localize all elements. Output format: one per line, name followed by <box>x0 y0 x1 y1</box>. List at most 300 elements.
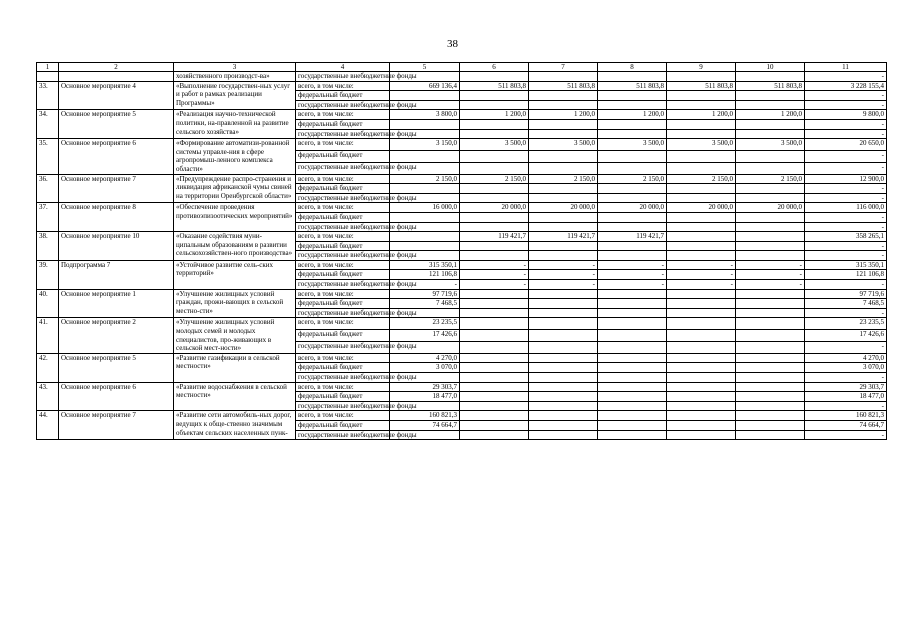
amount-cell: 4 270,0 <box>390 353 460 363</box>
table-row <box>37 110 887 120</box>
amount-cell: 119 421,7 <box>529 232 598 242</box>
funding-source-cell: всего, в том числе: <box>296 110 390 120</box>
event-name-cell: Основное мероприятие 5 <box>59 353 174 382</box>
amount-cell <box>736 342 805 354</box>
event-description-cell: «Выполнение государствен-ных услуг и работ в рамках реализации Программы» <box>174 81 296 110</box>
event-name-cell: Основное мероприятие 10 <box>59 232 174 261</box>
funding-source-cell: государственные внебюджетные фонды <box>296 308 390 318</box>
amount-cell <box>460 150 529 162</box>
amount-cell: 116 000,0 <box>805 203 887 213</box>
amount-cell: 511 803,8 <box>736 81 805 91</box>
funding-source-cell: федеральный бюджет <box>296 212 390 222</box>
amount-cell: 20 000,0 <box>736 203 805 213</box>
event-description-cell: «Предупреждение распро-странения и ликвидация африканской чумы свиней на территории Оренбургской области» <box>174 174 296 203</box>
amount-cell <box>460 91 529 101</box>
amount-cell <box>529 411 598 421</box>
amount-cell: 2 150,0 <box>390 174 460 184</box>
funding-source-cell: всего, в том числе: <box>296 232 390 242</box>
amount-cell: - <box>805 119 887 129</box>
column-header: 8 <box>598 63 667 72</box>
amount-cell <box>529 401 598 411</box>
column-header: 7 <box>529 63 598 72</box>
amount-cell <box>667 411 736 421</box>
amount-cell: 3 500,0 <box>460 139 529 151</box>
amount-cell: 511 803,8 <box>529 81 598 91</box>
amount-cell <box>736 150 805 162</box>
amount-cell <box>460 184 529 194</box>
amount-cell <box>736 232 805 242</box>
amount-cell <box>460 72 529 82</box>
amount-cell <box>667 119 736 129</box>
amount-cell <box>598 193 667 203</box>
amount-cell <box>598 72 667 82</box>
funding-source-cell: федеральный бюджет <box>296 299 390 309</box>
amount-cell: 3 500,0 <box>667 139 736 151</box>
amount-cell <box>667 162 736 174</box>
amount-cell: - <box>805 100 887 110</box>
amount-cell <box>667 363 736 373</box>
funding-source-cell: государственные внебюджетные фонды <box>296 162 390 174</box>
amount-cell: - <box>805 241 887 251</box>
amount-cell <box>460 289 529 299</box>
table-row <box>37 81 887 91</box>
amount-cell <box>529 91 598 101</box>
amount-cell: - <box>805 430 887 440</box>
amount-cell: 23 235,5 <box>805 318 887 330</box>
funding-source-cell: всего, в том числе: <box>296 174 390 184</box>
amount-cell <box>736 251 805 261</box>
amount-cell <box>667 100 736 110</box>
amount-cell <box>460 318 529 330</box>
amount-cell: 23 235,5 <box>390 318 460 330</box>
amount-cell: 2 150,0 <box>529 174 598 184</box>
table-row <box>37 260 887 270</box>
funding-source-cell: государственные внебюджетные фонды <box>296 100 390 110</box>
amount-cell <box>667 232 736 242</box>
funding-source-cell: государственные внебюджетные фонды <box>296 129 390 139</box>
event-name-cell: Подпрограмма 7 <box>59 260 174 289</box>
amount-cell <box>390 232 460 242</box>
amount-cell <box>736 184 805 194</box>
amount-cell: - <box>598 280 667 290</box>
amount-cell <box>598 162 667 174</box>
amount-cell: 20 650,0 <box>805 139 887 151</box>
amount-cell: - <box>805 212 887 222</box>
amount-cell: - <box>805 222 887 232</box>
table-row <box>37 411 887 421</box>
amount-cell: 74 664,7 <box>390 420 460 430</box>
event-name-cell: Основное мероприятие 2 <box>59 318 174 353</box>
amount-cell: 1 200,0 <box>667 110 736 120</box>
amount-cell: 3 500,0 <box>598 139 667 151</box>
funding-source-cell: всего, в том числе: <box>296 81 390 91</box>
amount-cell: - <box>598 270 667 280</box>
amount-cell: 7 468,5 <box>805 299 887 309</box>
row-number-cell: 33. <box>37 81 59 110</box>
amount-cell <box>529 100 598 110</box>
row-number-cell: 36. <box>37 174 59 203</box>
funding-source-cell: государственные внебюджетные фонды <box>296 72 390 82</box>
event-name-cell: Основное мероприятие 8 <box>59 203 174 232</box>
amount-cell <box>736 289 805 299</box>
amount-cell: 20 000,0 <box>667 203 736 213</box>
funding-source-cell: всего, в том числе: <box>296 382 390 392</box>
amount-cell: 2 150,0 <box>598 174 667 184</box>
amount-cell: - <box>805 251 887 261</box>
amount-cell: - <box>529 270 598 280</box>
amount-cell: 160 821,3 <box>390 411 460 421</box>
amount-cell <box>667 91 736 101</box>
amount-cell: 358 265,1 <box>805 232 887 242</box>
amount-cell <box>598 251 667 261</box>
amount-cell <box>736 212 805 222</box>
amount-cell: 160 821,3 <box>805 411 887 421</box>
amount-cell: 20 000,0 <box>460 203 529 213</box>
amount-cell <box>667 212 736 222</box>
amount-cell <box>460 251 529 261</box>
amount-cell <box>598 299 667 309</box>
amount-cell <box>598 241 667 251</box>
amount-cell <box>736 129 805 139</box>
amount-cell <box>667 392 736 402</box>
amount-cell <box>736 330 805 342</box>
funding-source-cell: федеральный бюджет <box>296 392 390 402</box>
table-row <box>37 139 887 151</box>
amount-cell <box>667 150 736 162</box>
amount-cell: - <box>460 280 529 290</box>
amount-cell: - <box>805 150 887 162</box>
event-description-cell: «Развитие водоснабжения в сельской местности» <box>174 382 296 411</box>
amount-cell: - <box>667 280 736 290</box>
column-header: 9 <box>667 63 736 72</box>
amount-cell <box>529 193 598 203</box>
amount-cell: 7 468,5 <box>390 299 460 309</box>
amount-cell: - <box>805 280 887 290</box>
amount-cell <box>390 241 460 251</box>
amount-cell <box>598 401 667 411</box>
amount-cell: 20 000,0 <box>529 203 598 213</box>
amount-cell: 3 228 155,4 <box>805 81 887 91</box>
amount-cell: 511 803,8 <box>598 81 667 91</box>
amount-cell <box>736 392 805 402</box>
amount-cell <box>667 420 736 430</box>
amount-cell <box>598 430 667 440</box>
event-description-cell: «Развитие сети автомобиль-ных дорог, ведущих к обще-ственно значимым объектам сельских населенных пунк- <box>174 411 296 440</box>
table-row <box>37 382 887 392</box>
amount-cell <box>529 330 598 342</box>
amount-cell: - <box>805 308 887 318</box>
amount-cell: - <box>460 270 529 280</box>
amount-cell <box>667 382 736 392</box>
amount-cell: - <box>805 373 887 383</box>
amount-cell: - <box>529 260 598 270</box>
column-header: 2 <box>59 63 174 72</box>
funding-source-cell: всего, в том числе: <box>296 260 390 270</box>
amount-cell: 16 000,0 <box>390 203 460 213</box>
amount-cell <box>736 222 805 232</box>
amount-cell <box>529 129 598 139</box>
amount-cell: - <box>667 270 736 280</box>
event-name-cell: Основное мероприятие 7 <box>59 411 174 440</box>
amount-cell: - <box>736 270 805 280</box>
amount-cell: 1 200,0 <box>529 110 598 120</box>
amount-cell <box>460 119 529 129</box>
amount-cell: 2 150,0 <box>736 174 805 184</box>
amount-cell <box>598 91 667 101</box>
amount-cell <box>736 308 805 318</box>
amount-cell <box>667 318 736 330</box>
amount-cell <box>460 382 529 392</box>
amount-cell <box>460 241 529 251</box>
amount-cell: - <box>805 129 887 139</box>
amount-cell <box>598 129 667 139</box>
amount-cell: 74 664,7 <box>805 420 887 430</box>
funding-source-cell: всего, в том числе: <box>296 139 390 151</box>
amount-cell <box>529 184 598 194</box>
amount-cell <box>736 420 805 430</box>
amount-cell <box>460 420 529 430</box>
amount-cell: - <box>805 342 887 354</box>
amount-cell <box>736 72 805 82</box>
amount-cell: 121 106,8 <box>805 270 887 280</box>
amount-cell: - <box>460 260 529 270</box>
event-description-cell: «Реализация научно-технической политики, на-правленной на развитие сельского хозяйства» <box>174 110 296 139</box>
amount-cell: 1 200,0 <box>460 110 529 120</box>
event-name-cell: Основное мероприятие 4 <box>59 81 174 110</box>
funding-source-cell: всего, в том числе: <box>296 289 390 299</box>
amount-cell <box>598 308 667 318</box>
amount-cell <box>460 342 529 354</box>
event-name-cell: Основное мероприятие 7 <box>59 174 174 203</box>
amount-cell <box>529 373 598 383</box>
amount-cell <box>598 392 667 402</box>
amount-cell <box>667 373 736 383</box>
amount-cell: 119 421,7 <box>598 232 667 242</box>
event-description-cell: хозяйственного производст-ва» <box>174 72 296 82</box>
amount-cell <box>736 119 805 129</box>
event-description-cell: «Развитие газификации в сельской местности» <box>174 353 296 382</box>
amount-cell: 17 426,6 <box>390 330 460 342</box>
amount-cell: 3 150,0 <box>390 139 460 151</box>
amount-cell <box>529 318 598 330</box>
amount-cell <box>529 72 598 82</box>
amount-cell <box>460 401 529 411</box>
table-row <box>37 203 887 213</box>
amount-cell <box>667 401 736 411</box>
event-description-cell: «Улучшение жилищных условий граждан, прожи-вающих в сельской местно-сти» <box>174 289 296 318</box>
amount-cell <box>598 353 667 363</box>
event-description-cell: «Улучшение жилищных условий молодых семей и молодых специалистов, про-живающих в сельской мест-ности» <box>174 318 296 353</box>
amount-cell: 9 800,0 <box>805 110 887 120</box>
amount-cell <box>529 299 598 309</box>
amount-cell <box>598 184 667 194</box>
amount-cell <box>460 100 529 110</box>
funding-source-cell: федеральный бюджет <box>296 363 390 373</box>
amount-cell <box>736 100 805 110</box>
amount-cell: - <box>736 280 805 290</box>
amount-cell <box>529 308 598 318</box>
amount-cell: 29 303,7 <box>390 382 460 392</box>
amount-cell <box>529 392 598 402</box>
amount-cell <box>598 330 667 342</box>
funding-source-cell: федеральный бюджет <box>296 270 390 280</box>
amount-cell <box>529 289 598 299</box>
amount-cell: 97 719,6 <box>805 289 887 299</box>
row-number-cell: 40. <box>37 289 59 318</box>
row-number-cell: 41. <box>37 318 59 353</box>
event-name-cell <box>59 72 174 82</box>
amount-cell: 12 900,0 <box>805 174 887 184</box>
funding-source-cell: государственные внебюджетные фонды <box>296 251 390 261</box>
amount-cell <box>460 330 529 342</box>
amount-cell <box>529 382 598 392</box>
amount-cell <box>460 162 529 174</box>
amount-cell <box>460 212 529 222</box>
amount-cell: 1 200,0 <box>736 110 805 120</box>
funding-source-cell: всего, в том числе: <box>296 353 390 363</box>
amount-cell <box>736 363 805 373</box>
amount-cell <box>667 72 736 82</box>
column-header: 11 <box>805 63 887 72</box>
row-number-cell <box>37 72 59 82</box>
amount-cell: 3 800,0 <box>390 110 460 120</box>
table-row <box>37 318 887 330</box>
row-number-cell: 34. <box>37 110 59 139</box>
amount-cell: 3 070,0 <box>390 363 460 373</box>
table-row <box>37 353 887 363</box>
amount-cell <box>667 353 736 363</box>
amount-cell <box>667 184 736 194</box>
amount-cell <box>667 222 736 232</box>
amount-cell: 18 477,0 <box>805 392 887 402</box>
amount-cell: - <box>529 280 598 290</box>
table-row <box>37 72 887 82</box>
event-description-cell: «Устойчивое развитие сель-ских территорий» <box>174 260 296 289</box>
event-description-cell: «Оказание содействия муни-ципальным образованиям в развитии сельскохозяйствен-ного производства» <box>174 232 296 261</box>
row-number-cell: 35. <box>37 139 59 174</box>
amount-cell <box>598 420 667 430</box>
amount-cell <box>667 299 736 309</box>
funding-source-cell: государственные внебюджетные фонды <box>296 430 390 440</box>
amount-cell <box>736 91 805 101</box>
amount-cell <box>736 241 805 251</box>
amount-cell <box>529 342 598 354</box>
event-name-cell: Основное мероприятие 1 <box>59 289 174 318</box>
amount-cell <box>460 308 529 318</box>
amount-cell <box>529 222 598 232</box>
amount-cell <box>390 91 460 101</box>
amount-cell <box>460 363 529 373</box>
column-header: 4 <box>296 63 390 72</box>
amount-cell <box>736 411 805 421</box>
row-number-cell: 39. <box>37 260 59 289</box>
column-header: 5 <box>390 63 460 72</box>
amount-cell <box>529 430 598 440</box>
amount-cell: 18 477,0 <box>390 392 460 402</box>
amount-cell <box>598 342 667 354</box>
amount-cell <box>460 411 529 421</box>
amount-cell <box>598 318 667 330</box>
funding-source-cell: государственные внебюджетные фонды <box>296 193 390 203</box>
amount-cell <box>529 251 598 261</box>
amount-cell <box>460 392 529 402</box>
amount-cell: - <box>598 260 667 270</box>
budget-table <box>36 62 887 440</box>
amount-cell <box>460 193 529 203</box>
funding-source-cell: федеральный бюджет <box>296 91 390 101</box>
amount-cell <box>529 212 598 222</box>
amount-cell <box>736 382 805 392</box>
amount-cell <box>598 119 667 129</box>
amount-cell <box>460 430 529 440</box>
amount-cell: - <box>390 280 460 290</box>
amount-cell <box>667 129 736 139</box>
amount-cell: - <box>805 72 887 82</box>
amount-cell: 97 719,6 <box>390 289 460 299</box>
amount-cell <box>460 373 529 383</box>
amount-cell <box>598 382 667 392</box>
amount-cell: 315 350,1 <box>805 260 887 270</box>
table-row <box>37 232 887 242</box>
amount-cell <box>529 353 598 363</box>
page-number: 38 <box>447 38 458 50</box>
amount-cell: - <box>667 260 736 270</box>
amount-cell <box>736 373 805 383</box>
amount-cell <box>598 289 667 299</box>
amount-cell: 119 421,7 <box>460 232 529 242</box>
amount-cell <box>736 162 805 174</box>
column-header: 1 <box>37 63 59 72</box>
funding-source-cell: федеральный бюджет <box>296 184 390 194</box>
amount-cell <box>460 299 529 309</box>
amount-cell <box>598 373 667 383</box>
amount-cell <box>598 212 667 222</box>
table-row <box>37 174 887 184</box>
amount-cell <box>390 150 460 162</box>
amount-cell <box>460 222 529 232</box>
funding-source-cell: государственные внебюджетные фонды <box>296 280 390 290</box>
amount-cell: - <box>805 162 887 174</box>
column-header: 10 <box>736 63 805 72</box>
amount-cell: 511 803,8 <box>460 81 529 91</box>
column-header: 6 <box>460 63 529 72</box>
amount-cell: - <box>805 184 887 194</box>
amount-cell: 2 150,0 <box>460 174 529 184</box>
column-number-row <box>37 63 887 72</box>
amount-cell <box>529 241 598 251</box>
amount-cell: - <box>736 260 805 270</box>
amount-cell <box>598 100 667 110</box>
amount-cell: 4 270,0 <box>805 353 887 363</box>
amount-cell <box>736 299 805 309</box>
amount-cell <box>529 363 598 373</box>
amount-cell: 121 106,8 <box>390 270 460 280</box>
amount-cell: 1 200,0 <box>598 110 667 120</box>
event-name-cell: Основное мероприятие 6 <box>59 382 174 411</box>
funding-source-cell: государственные внебюджетные фонды <box>296 373 390 383</box>
amount-cell: 669 136,4 <box>390 81 460 91</box>
amount-cell <box>529 420 598 430</box>
amount-cell <box>529 162 598 174</box>
amount-cell: 29 303,7 <box>805 382 887 392</box>
amount-cell <box>390 119 460 129</box>
amount-cell: 315 350,1 <box>390 260 460 270</box>
amount-cell <box>667 342 736 354</box>
amount-cell <box>390 184 460 194</box>
funding-source-cell: государственные внебюджетные фонды <box>296 401 390 411</box>
amount-cell <box>736 430 805 440</box>
amount-cell <box>667 430 736 440</box>
